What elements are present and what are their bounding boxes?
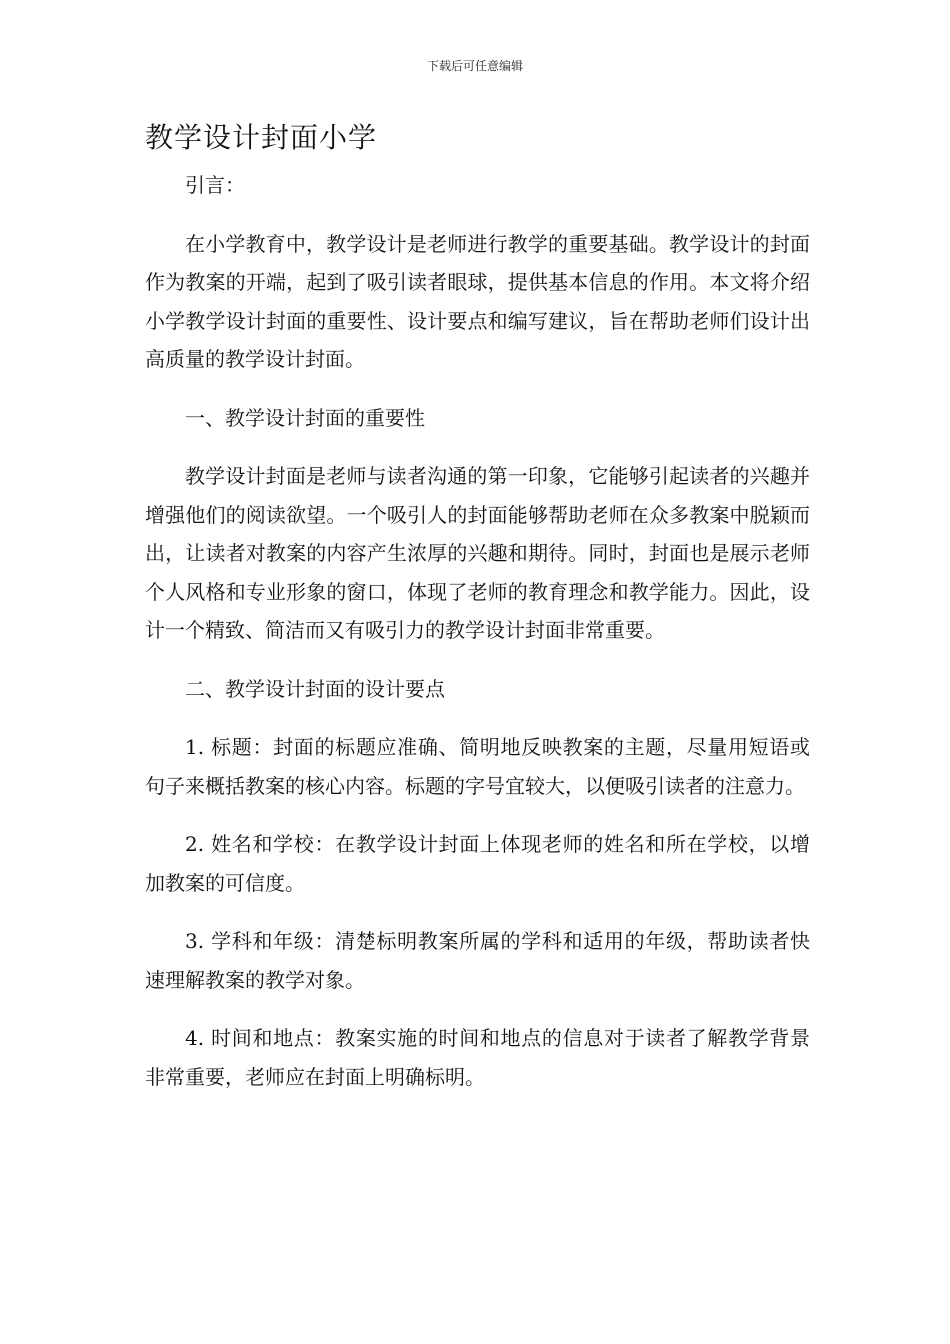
document-title: 教学设计封面小学 xyxy=(145,121,378,154)
list-item-name-school: 2. 姓名和学校：在教学设计封面上体现老师的姓名和所在学校，以增加教案的可信度。 xyxy=(145,832,810,895)
list-item-time-place: 4. 时间和地点：教案实施的时间和地点的信息对于读者了解教学背景非常重要，老师应在封面上明确标明。 xyxy=(145,1026,810,1089)
paragraph-intro-label: 引言： xyxy=(185,173,245,197)
section-heading-design-points: 二、教学设计封面的设计要点 xyxy=(185,676,445,701)
paragraph-intro: 在小学教育中，教学设计是老师进行教学的重要基础。教学设计的封面作为教案的开端，起到了吸引读者眼球，提供基本信息的作用。本文将介绍小学教学设计封面的重要性、设计要点和编写建议，旨在帮助老师们设计出高质量的教学设计封面。 xyxy=(145,231,810,371)
header-note: 下载后可任意编辑 xyxy=(426,59,523,73)
document-body xyxy=(145,166,810,1116)
paragraph-importance: 教学设计封面是老师与读者沟通的第一印象，它能够引起读者的兴趣并增强他们的阅读欲望。一个吸引人的封面能够帮助老师在众多教案中脱颖而出，让读者对教案的内容产生浓厚的兴趣和期待。同时，封面也是展示老师个人风格和专业形象的窗口，体现了老师的教育理念和教学能力。因此，设计一个精致、简洁而又有吸引力的教学设计封面非常重要。 xyxy=(145,464,810,642)
list-item-title: 1. 标题：封面的标题应准确、简明地反映教案的主题，尽量用短语或句子来概括教案的核心内容。标题的字号宜较大，以便吸引读者的注意力。 xyxy=(145,735,810,798)
list-item-subject-grade: 3. 学科和年级：清楚标明教案所属的学科和适用的年级，帮助读者快速理解教案的教学对象。 xyxy=(145,929,810,992)
section-heading-importance: 一、教学设计封面的重要性 xyxy=(185,405,425,430)
